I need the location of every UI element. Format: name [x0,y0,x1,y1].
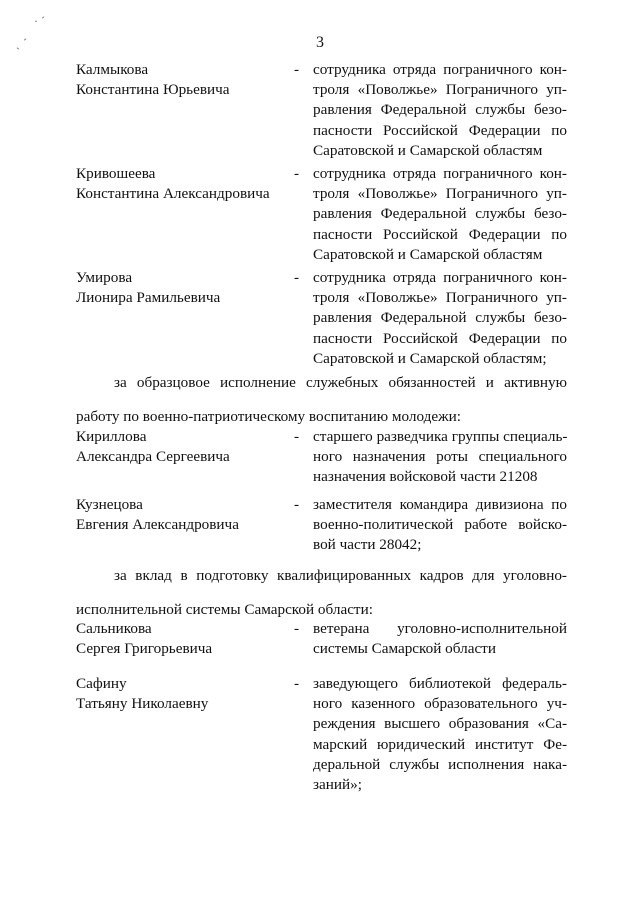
dash-separator: - [294,675,300,692]
position-description [313,164,567,265]
description-line: равления Федеральной службы безо- [313,309,567,327]
surname: Сафину [76,675,127,692]
description-line: равления Федеральной службы безо- [313,101,567,119]
dash-separator: - [294,428,300,445]
person-name [76,268,291,308]
intro-line: за образцовое исполнение служебных обязанностей и активную [114,374,567,391]
given-names: Лионира Рамильевича [76,289,221,306]
description-line: вой части 28042; [313,536,422,554]
person-name [76,495,291,535]
dash-separator: - [294,165,300,182]
dash-separator: - [294,496,300,513]
description-line: пасности Российской Федерации по [313,121,567,139]
description-line: ного назначения роты специального [313,448,567,466]
scan-mark: ˏ ˊ [16,36,27,50]
description-line: марский юридический институт Фе- [313,735,567,753]
surname: Сальникова [76,620,152,637]
given-names: Евгения Александровича [76,516,239,533]
description-line: Саратовской и Самарской областям [313,141,543,159]
given-names: Сергея Григорьевича [76,640,213,657]
person-name [76,60,291,100]
section-intro [76,373,567,427]
dash-separator: - [294,61,300,78]
dash-separator: - [294,620,300,637]
section-intro [76,566,567,620]
dash-separator: - [294,269,300,286]
description-line: назначения войсковой части 21208 [313,468,538,486]
description-line: пасности Российской Федерации по [313,329,567,347]
description-line: заместителя командира дивизиона по [313,496,567,513]
given-names: Александра Сергеевича [76,448,230,465]
intro-line: исполнительной системы Самарской области: [76,601,373,618]
description-line: ветерана уголовно-исполнительной [313,620,567,637]
person-name [76,619,291,659]
position-description [313,674,567,795]
person-name [76,674,291,714]
description-line: ного казенного образовательного уч- [313,695,567,713]
page-number: 3 [316,34,324,51]
given-names: Константина Юрьевича [76,81,230,98]
description-line: Саратовской и Самарской областям [313,245,543,263]
given-names: Константина Александровича [76,185,270,202]
intro-line: работу по военно-патриотическому воспитанию молодежи: [76,408,461,425]
description-line: военно-политической работе войско- [313,516,567,534]
surname: Кириллова [76,428,147,445]
description-line: сотрудника отряда пограничного кон- [313,269,567,286]
description-line: старшего разведчика группы специаль- [313,428,568,445]
surname: Умирова [76,269,133,286]
description-line: заведующего библиотекой федераль- [313,675,567,692]
description-line: сотрудника отряда пограничного кон- [313,61,567,78]
surname: Кузнецова [76,496,143,513]
description-line: равления Федеральной службы безо- [313,205,567,223]
description-line: сотрудника отряда пограничного кон- [313,165,567,182]
surname: Калмыкова [76,61,149,78]
position-description [313,427,567,488]
position-description [313,268,567,369]
person-name [76,427,291,467]
description-line: троля «Поволжье» Пограничного уп- [313,81,567,99]
person-name [76,164,291,204]
description-line: троля «Поволжье» Пограничного уп- [313,289,567,307]
description-line: троля «Поволжье» Пограничного уп- [313,185,567,203]
description-line: реждения высшего образования «Са- [313,715,567,733]
description-line: пасности Российской Федерации по [313,225,567,243]
intro-line: за вклад в подготовку квалифицированных кадров для уголовно- [114,567,567,584]
description-line: системы Самарской области [313,640,496,658]
position-description [313,495,567,556]
position-description [313,619,567,659]
scan-mark: · ˊ [34,14,45,28]
description-line: Саратовской и Самарской областям; [313,349,547,367]
position-description [313,60,567,161]
description-line: деральной службы исполнения нака- [313,755,567,773]
given-names: Татьяну Николаевну [76,695,209,712]
surname: Кривошеева [76,165,156,182]
description-line: заний»; [313,776,362,794]
